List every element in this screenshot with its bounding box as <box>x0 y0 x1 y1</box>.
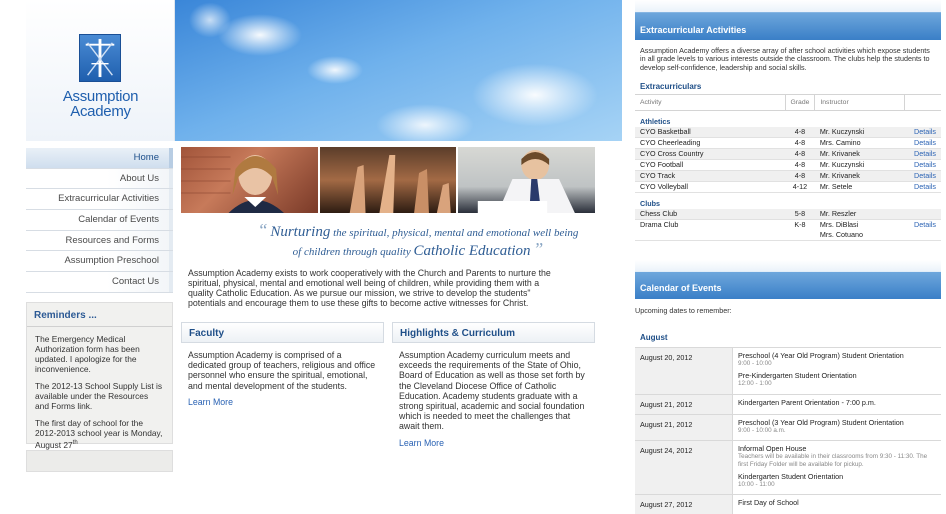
event-title: Preschool (3 Year Old Program) Student Orientation <box>738 417 904 427</box>
nav-item-about-us[interactable]: About Us <box>26 169 173 190</box>
details-link[interactable]: Details <box>905 181 941 192</box>
reminder-3-text: The first day of school for the 2012-2013 school year is Monday, August 27 <box>35 418 163 450</box>
reminder-2: The 2012-13 School Supply List is available under the Resources and Forms link. <box>35 381 163 411</box>
details-link[interactable]: Details <box>905 219 941 240</box>
event-time: 9:00 - 10:00 a.m. <box>738 426 786 434</box>
activity-grade: 4-8 <box>785 148 815 159</box>
reminders-title: Reminders ... <box>27 303 172 327</box>
nav-item-preschool[interactable]: Assumption Preschool <box>26 251 173 272</box>
calendar-event <box>738 444 936 468</box>
logo-emblem-icon <box>79 34 121 82</box>
calendar-intro: Upcoming dates to remember: <box>635 305 732 315</box>
nav-item-extracurricular[interactable]: Extracurricular Activities <box>26 189 173 210</box>
nav-item-home[interactable]: Home <box>26 148 173 169</box>
activity-instructor: Mr. Krivanek <box>815 170 905 181</box>
table-row <box>635 219 941 240</box>
activity-name: CYO Track <box>635 170 785 181</box>
activity-name: Chess Club <box>635 209 785 220</box>
faculty-box <box>181 322 384 468</box>
nav-item-calendar[interactable]: Calendar of Events <box>26 210 173 231</box>
table-row <box>635 137 941 148</box>
calendar-event <box>738 371 936 387</box>
logo-text-line1: Assumption <box>62 88 139 105</box>
highlights-box <box>392 322 595 468</box>
sidebar-bottom-panel <box>26 450 173 472</box>
calendar-event <box>738 398 936 407</box>
details-link[interactable]: Details <box>905 170 941 181</box>
activity-name: CYO Cross Country <box>635 148 785 159</box>
reminders-panel <box>26 302 173 450</box>
tagline-close-quote: ” <box>533 239 544 259</box>
photo-student-writing <box>458 147 595 213</box>
activity-instructor: Mr. Reszler <box>815 209 905 220</box>
tagline-text-1: the spiritual, physical, mental and emotional well being <box>330 227 579 239</box>
calendar-date: August 24, 2012 <box>635 441 733 494</box>
faculty-body: Assumption Academy is comprised of a dedicated group of teachers, religious and office personnel who ensure the spiritual, emotional, and mental development of the students. <box>188 350 376 391</box>
extracurricular-description: Assumption Academy offers a diverse array of after school activities which expose students in all grade levels to various interests outside the classroom. The clubs help the students to develop self-confidence, leadership and social skills. <box>640 46 930 72</box>
details-link[interactable]: Details <box>905 159 941 170</box>
calendar-events <box>733 348 941 394</box>
activity-grade: 4-8 <box>785 170 815 181</box>
table-row <box>635 209 941 220</box>
reminder-1: The Emergency Medical Authorization form has been updated. I apologize for the inconvenience. <box>35 334 140 374</box>
activity-instructor: Mr. Krivanek <box>815 148 905 159</box>
col-activity: Activity <box>635 94 785 110</box>
calendar-date: August 27, 2012 <box>635 495 733 514</box>
header-banner-image <box>175 0 622 141</box>
extracurricular-header: Extracurricular Activities <box>635 0 941 40</box>
event-title: Informal Open House <box>738 444 807 454</box>
activity-instructor: Mrs. DiBlasi <box>819 219 859 229</box>
athletics-section-label: Athletics <box>640 116 671 126</box>
table-row <box>635 181 941 192</box>
calendar-event <box>738 418 936 434</box>
faculty-title: Faculty <box>181 322 384 343</box>
event-time: 10:00 - 11:00 <box>738 480 775 488</box>
calendar-date: August 20, 2012 <box>635 348 733 394</box>
calendar-row <box>635 394 941 414</box>
main-nav <box>26 148 173 293</box>
activity-instructor: Mrs. Camino <box>815 137 905 148</box>
calendar-header: Calendar of Events <box>635 260 941 299</box>
activity-name: CYO Football <box>635 159 785 170</box>
activity-instructor: Mr. Kuczynski <box>815 159 905 170</box>
event-title: Kindergarten Parent Orientation - 7:00 p.m. <box>738 397 876 407</box>
photo-student-girl <box>181 147 318 213</box>
calendar-events <box>733 441 941 494</box>
photo-raised-hands <box>320 147 457 213</box>
activity-grade: 4-8 <box>785 159 815 170</box>
table-row <box>635 127 941 138</box>
logo-text-line2: Academy <box>70 103 131 120</box>
activity-grade: 4-8 <box>785 137 815 148</box>
table-row <box>635 148 941 159</box>
calendar-events <box>733 495 941 514</box>
calendar-row <box>635 347 941 394</box>
col-grade: Grade <box>785 94 815 110</box>
activity-grade: K-8 <box>785 219 815 240</box>
tagline-catholic-education: Catholic Education <box>413 243 531 259</box>
tagline-line2 <box>238 241 598 260</box>
highlights-title: Highlights & Curriculum <box>392 322 595 343</box>
details-link[interactable]: Details <box>905 137 941 148</box>
activity-name: CYO Cheerleading <box>635 137 785 148</box>
activity-name: Drama Club <box>635 219 785 240</box>
event-time: Teachers will be available in their classrooms from 9:30 - 11:30. The first Friday Folder will be available for pickup. <box>738 453 928 468</box>
activity-name: CYO Basketball <box>635 127 785 138</box>
tagline-nurturing: Nurturing <box>270 224 331 240</box>
tagline <box>238 222 598 260</box>
details-link[interactable]: Details <box>905 127 941 138</box>
table-row <box>635 170 941 181</box>
calendar-events <box>733 395 941 414</box>
reminder-3 <box>27 418 172 450</box>
nav-item-resources[interactable]: Resources and Forms <box>26 231 173 252</box>
details-link[interactable]: Details <box>905 148 941 159</box>
calendar-event <box>738 351 936 367</box>
activity-instructor: Mr. Kuczynski <box>815 127 905 138</box>
calendar-event <box>738 472 936 488</box>
tagline-open-quote: “ <box>257 220 268 240</box>
activity-name: CYO Volleyball <box>635 181 785 192</box>
logo[interactable] <box>26 0 175 141</box>
activity-grade: 4-8 <box>785 127 815 138</box>
col-instructor: Instructor <box>815 94 905 110</box>
calendar-row <box>635 494 941 514</box>
faculty-learn-more-link[interactable]: Learn More <box>188 396 233 407</box>
extracurriculars-subhead: Extracurriculars <box>640 81 702 91</box>
event-time: 12:00 - 1:00 <box>738 380 772 388</box>
calendar-row <box>635 440 941 494</box>
event-title: Kindergarten Student Orientation <box>738 471 844 481</box>
activity-instructor: Mr. Setele <box>815 181 905 192</box>
calendar-row <box>635 414 941 440</box>
extracurricular-table <box>635 94 941 241</box>
calendar-event <box>738 498 936 507</box>
activity-grade: 4-12 <box>785 181 815 192</box>
col-details <box>905 94 941 110</box>
highlights-body: Assumption Academy curriculum meets and exceeds the requirements of the State of Ohio, Board of Education as well as those set forth by the Cleveland Diocese Office of Catholic Education. Academy students graduate with a strong spiritual, academic and social foundation which is needed to meet the challenges that await them. <box>399 350 585 432</box>
details-link[interactable] <box>905 209 941 220</box>
photo-strip <box>181 147 595 213</box>
mission-statement: Assumption Academy exists to work cooperatively with the Church and Parents to nurture the spiritual, physical, mental and emotional well being of children, while providing them with a quality Catholic Education. As we pursue our mission, we strive to develop the students" potentials and encourage them to use these gifts to become active witnesses for Christ. <box>188 268 551 308</box>
right-sidebar <box>635 0 941 514</box>
event-title: First Day of School <box>738 498 799 508</box>
calendar-month: August <box>640 332 668 342</box>
event-time: 9:00 - 10:00 <box>738 359 772 367</box>
event-title: Preschool (4 Year Old Program) Student Orientation <box>738 350 904 360</box>
highlights-learn-more-link[interactable]: Learn More <box>399 437 444 448</box>
calendar-date: August 21, 2012 <box>635 415 733 440</box>
activity-grade: 5-8 <box>785 209 815 220</box>
reminder-3-sup: th <box>72 440 78 446</box>
activity-instructor-2: Mrs. Cotuano <box>819 229 864 239</box>
clubs-section-label: Clubs <box>640 198 660 208</box>
activity-instructor-cell <box>815 219 905 240</box>
tagline-text-2: of children through quality <box>292 246 414 258</box>
nav-item-contact[interactable]: Contact Us <box>26 272 173 293</box>
table-row <box>635 159 941 170</box>
calendar-events <box>733 415 941 440</box>
event-title: Pre-Kindergarten Student Orientation <box>738 371 857 381</box>
calendar-date: August 21, 2012 <box>635 395 733 414</box>
tagline-line1 <box>238 222 598 241</box>
